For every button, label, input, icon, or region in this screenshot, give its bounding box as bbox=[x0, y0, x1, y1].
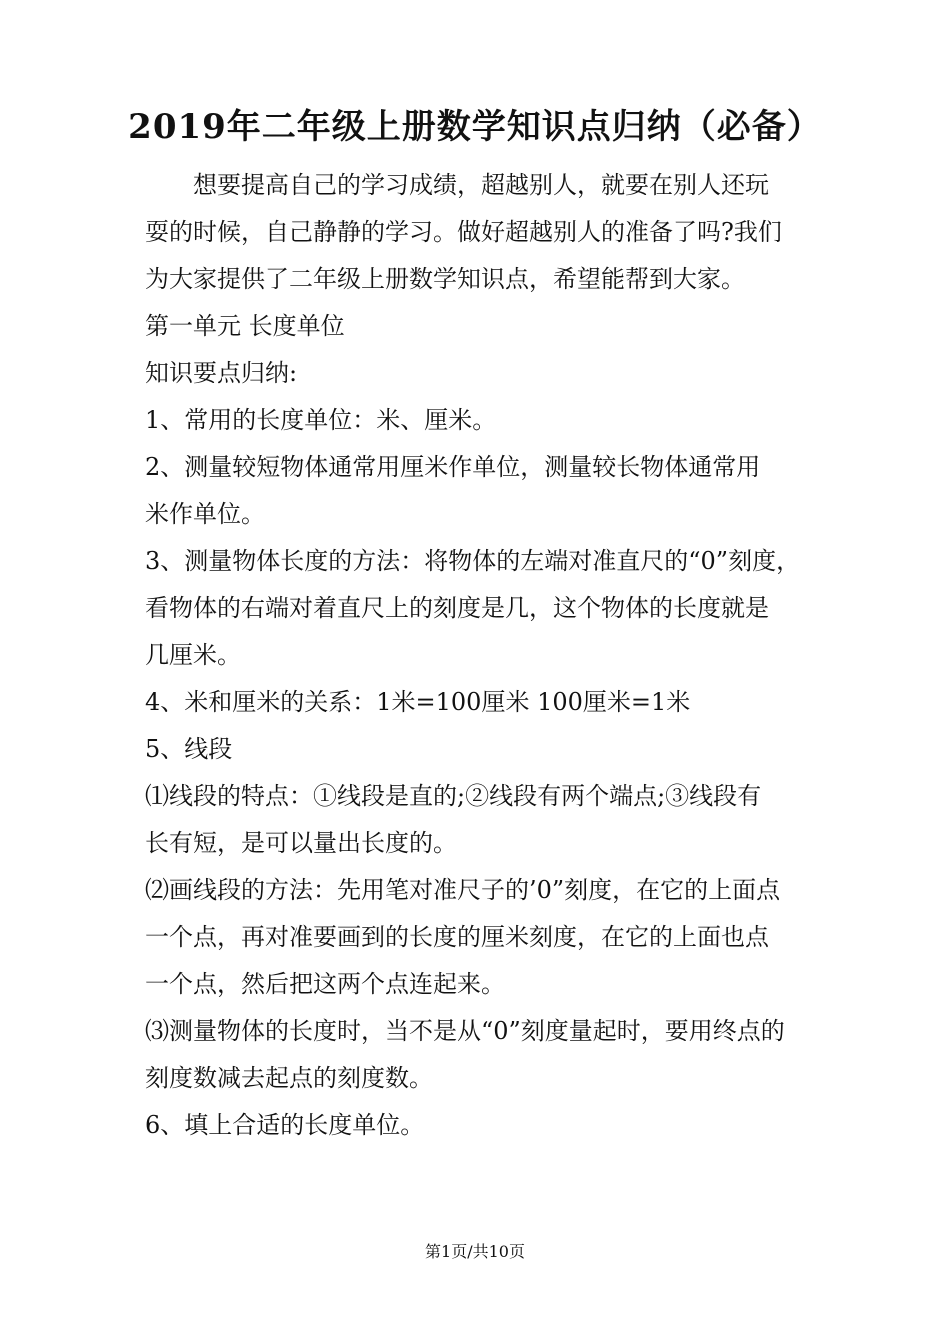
item-1-line-1: 1、常用的长度单位：米、厘米。 bbox=[145, 406, 497, 434]
page-number-footer: 第1页/共10页 bbox=[425, 1242, 525, 1261]
item-3-line-1: 3、测量物体长度的方法：将物体的左端对准直尺的“0”刻度， bbox=[145, 547, 801, 575]
sub-1-line-1: ⑴线段的特点：①线段是直的;②线段有两个端点;③线段有 bbox=[145, 782, 762, 810]
summary-heading: 知识要点归纳: bbox=[145, 359, 298, 387]
document-title: 2019年二年级上册数学知识点归纳（必备） bbox=[128, 107, 822, 147]
item-3-line-3: 几厘米。 bbox=[145, 641, 241, 669]
item-4-line-1: 4、米和厘米的关系：1米=100厘米 100厘米=1米 bbox=[145, 688, 691, 716]
sub-2-line-2: 一个点，再对准要画到的长度的厘米刻度，在它的上面也点 bbox=[145, 923, 769, 951]
sub-1-line-2: 长有短，是可以量出长度的。 bbox=[145, 829, 457, 857]
sub-2-line-1: ⑵画线段的方法：先用笔对准尺子的’0”刻度，在它的上面点 bbox=[145, 876, 781, 904]
item-2-line-1: 2、测量较短物体通常用厘米作单位，测量较长物体通常用 bbox=[145, 453, 761, 481]
intro-line-2: 耍的时候，自己静静的学习。做好超越别人的准备了吗?我们 bbox=[145, 218, 782, 246]
sub-3-line-1: ⑶测量物体的长度时，当不是从“0”刻度量起时，要用终点的 bbox=[145, 1017, 785, 1045]
unit-heading: 第一单元 长度单位 bbox=[145, 312, 345, 340]
sub-3-line-2: 刻度数减去起点的刻度数。 bbox=[145, 1064, 433, 1092]
item-6-line-1: 6、填上合适的长度单位。 bbox=[145, 1111, 425, 1139]
item-2-line-2: 米作单位。 bbox=[145, 500, 265, 528]
item-5-line-1: 5、线段 bbox=[145, 735, 233, 763]
sub-2-line-3: 一个点，然后把这两个点连起来。 bbox=[145, 970, 505, 998]
document-body bbox=[145, 162, 813, 1149]
item-3-line-2: 看物体的右端对着直尺上的刻度是几，这个物体的长度就是 bbox=[145, 594, 769, 622]
intro-line-1: 想要提高自己的学习成绩，超越别人，就要在别人还玩 bbox=[193, 171, 769, 199]
intro-line-3: 为大家提供了二年级上册数学知识点，希望能帮到大家。 bbox=[145, 265, 745, 293]
